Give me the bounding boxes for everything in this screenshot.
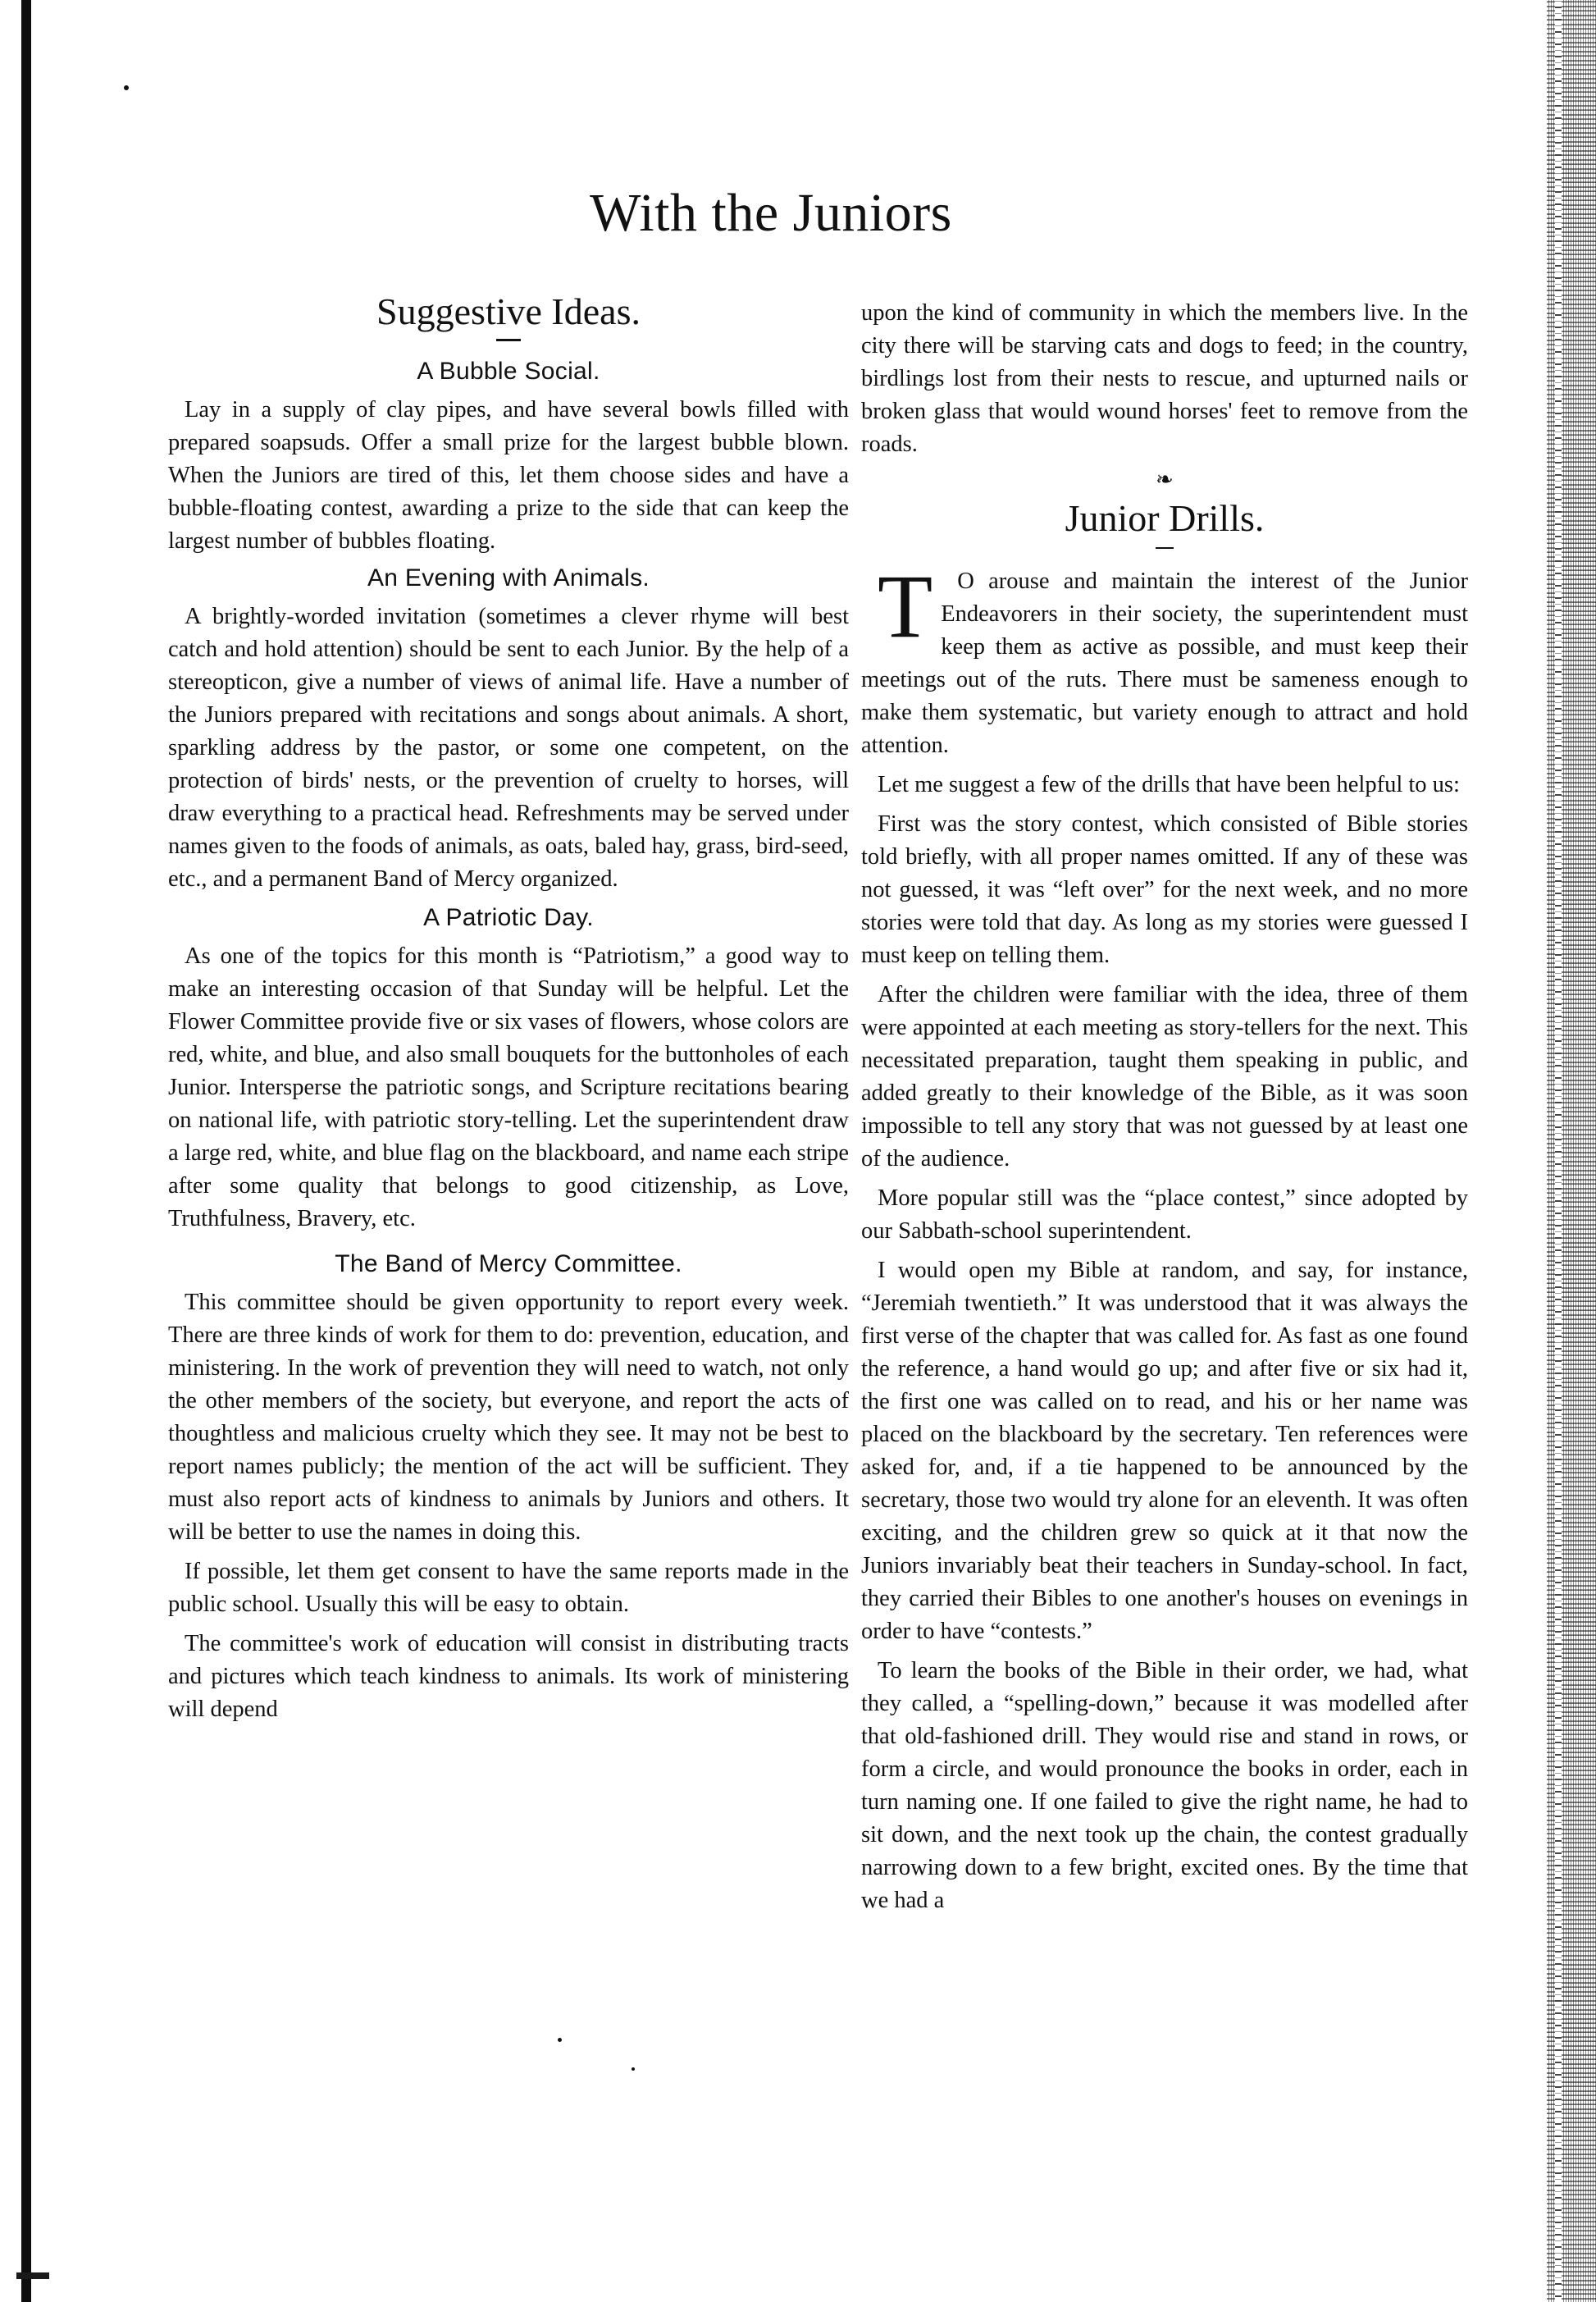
section-heading-junior-drills: Junior Drills.	[1065, 497, 1265, 539]
subheading-bubble-social: A Bubble Social.	[417, 358, 600, 386]
paragraph: After the children were familiar with the idea, three of them were appointed at each meeting as story-tellers for the next. This necessitated preparation, taught them speaking in public, and added greatly to their knowledge of the Bible, as it was soon impossible to tell any story that was not guessed by at least one of the audience.	[861, 982, 1468, 1172]
ink-speck	[558, 2038, 562, 2042]
paragraph: Lay in a supply of clay pipes, and have several bowls filled with prepared soapsuds. Offer a small prize for the largest bubble blown. When the Juniors are tired of this, let them choose sides and have a bubble-floating contest, awarding a prize to the side that can keep the largest number of bubbles floating.	[168, 397, 849, 555]
left-column	[168, 289, 849, 1733]
section-heading-suggestive-ideas: Suggestive Ideas.	[376, 290, 641, 332]
ink-speck	[632, 2067, 635, 2071]
paragraph: I would open my Bible at random, and say, for instance, “Jeremiah twentieth.” It was understood that it was always the first verse of the chapter that was called for. As fast as one found the reference, a hand would go up; and after five or six had it, the first one was called on to read, and his or her name was placed on the blackboard by the secretary. Ten references were asked for, and, if a tie happened to be announced by the secretary, those two would try alone for an eleventh. It was often exciting, and the children grew so quick at it that now the Juniors invariably beat their teachers in Sunday-school. In fact, they carried their Bibles to one another's houses on evenings in order to have “contests.”	[861, 1258, 1468, 1645]
paragraph: More popular still was the “place contest,” since adopted by our Sabbath-school superintendent.	[861, 1185, 1468, 1245]
continued-paragraph: upon the kind of community in which the members live. In the city there will be starving cats and dogs to feed; in the country, birdlings lost from their nests to rescue, and upturned nails or broken glass that would wound horses' feet to remove from the roads.	[861, 300, 1468, 457]
subheading-band-of-mercy: The Band of Mercy Committee.	[335, 1250, 682, 1278]
paragraph: Let me suggest a few of the drills that have been helpful to us:	[878, 772, 1460, 798]
drop-cap-letter: T	[878, 556, 933, 657]
paragraph: If possible, let them get consent to have the same reports made in the public school. Usually this will be easy to obtain.	[168, 1559, 849, 1618]
paragraph: The committee's work of education will consist in distributing tracts and pictures which teach kindness to animals. Its work of ministering will depend	[168, 1631, 849, 1723]
ink-speck	[124, 85, 129, 90]
heading-rule	[496, 339, 521, 341]
right-edge-texture	[1555, 0, 1562, 2302]
ornament-divider-icon: ❧	[1156, 468, 1174, 492]
paragraph: This committee should be given opportunity to report every week. There are three kinds of work for them to do: prevention, education, and ministering. In the work of prevention they will need to watch, not only the other members of the society, but everyone, and report the acts of thoughtless and malicious cruelty which they see. It may not be best to report names publicly; the mention of the act will be sufficient. They must also report acts of kindness to animals by Juniors and others. It will be better to use the names in doing this.	[168, 1290, 849, 1546]
left-binding-edge	[21, 0, 31, 2302]
paragraph: As one of the topics for this month is “Patriotism,” a good way to make an interesting occasion of that Sunday will be helpful. Let the Flower Committee provide five or six vases of flowers, whose colors are red, white, and blue, and also small bouquets for the buttonholes of each Junior. Intersperse the patriotic songs, and Scripture recitations bearing on national life, with patriotic story-telling. Let the superintendent draw a large red, white, and blue flag on the blackboard, and name each stripe after some quality that belongs to good citizenship, as Love, Truthfulness, Bravery, etc.	[168, 943, 849, 1232]
paragraph: First was the story contest, which consisted of Bible stories told briefly, with all proper names omitted. If any of these was not guessed, it was “left over” for the next week, and no more stories were told that day. As long as my stories were guessed I must keep on telling them.	[861, 811, 1468, 969]
right-torn-edge	[1547, 0, 1596, 2302]
drop-cap-paragraph	[861, 556, 1468, 762]
subheading-patriotic-day: A Patriotic Day.	[423, 904, 594, 932]
paragraph: To learn the books of the Bible in their order, we had, what they called, a “spelling-down,” because it was modelled after that old-fashioned drill. They would rise and stand in rows, or form a circle, and would pronounce the books in order, each in turn naming one. If one failed to give the right name, he had to sit down, and the next took up the chain, the contest gradually narrowing down to a few bright, excited ones. By the time that we had a	[861, 1658, 1468, 1914]
drop-cap-paragraph-text: O arouse and maintain the interest of the Junior Endeavorers in their society, the superintendent must keep them as active as possible, and must keep their meetings out of the ruts. There must be sameness enough to make them systematic, but variety enough to attract and hold attention.	[861, 569, 1468, 759]
right-column	[861, 297, 1468, 1924]
paragraph: A brightly-worded invitation (sometimes a clever rhyme will best catch and hold attention) should be sent to each Junior. By the help of a stereopticon, give a number of views of animal life. Have a number of the Juniors prepared with recitations and songs about animals. A short, sparkling address by the pastor, or some one competent, on the protection of birds' nests, or the prevention of cruelty to horses, will draw everything to a practical head. Refreshments may be served under names given to the foods of animals, as oats, baled hay, grass, bird-seed, etc., and a permanent Band of Mercy organized.	[168, 604, 849, 893]
subheading-evening-with-animals: An Evening with Animals.	[367, 564, 650, 592]
left-edge-mark	[16, 2272, 49, 2279]
heading-rule	[1156, 547, 1174, 549]
page-title: With the Juniors	[590, 183, 952, 243]
